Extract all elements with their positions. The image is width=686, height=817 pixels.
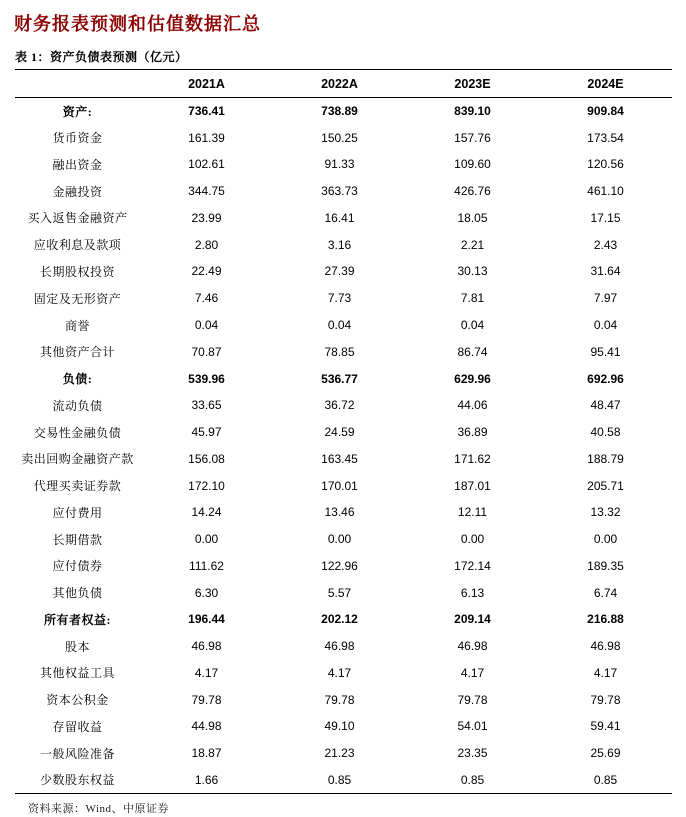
cell-value: 157.76 [454,130,491,145]
cell-value: 21.23 [324,746,355,761]
row-label: 固定及无形资产 [33,291,122,306]
row-label: 负债: [62,372,93,387]
cell-value: 363.73 [321,184,358,199]
cell-value: 188.79 [587,451,624,466]
cell-value: 30.13 [457,264,488,279]
page-title: 财务报表预测和估值数据汇总 [14,14,261,34]
cell-value: 59.41 [590,719,621,734]
cell-value: 156.08 [188,451,225,466]
cell-value: 33.65 [191,398,222,413]
table-row [15,499,672,526]
row-label: 长期借款 [52,532,103,547]
row-label: 存留收益 [52,719,103,734]
cell-value: 738.89 [321,104,358,119]
cell-value: 13.32 [590,505,621,520]
table-row [15,445,672,472]
table-row [15,205,672,232]
row-label-header [15,70,140,98]
cell-value: 163.45 [321,451,358,466]
cell-value: 86.74 [457,344,488,359]
cell-value: 18.05 [457,210,488,225]
table-caption: 表 1：资产负债表预测（亿元） [15,50,188,64]
cell-value: 95.41 [590,344,621,359]
cell-value: 46.98 [457,639,488,654]
cell-value: 0.85 [460,772,485,787]
cell-value: 0.00 [460,532,485,547]
cell-value: 2.80 [194,237,219,252]
cell-value: 161.39 [188,130,225,145]
table-row [15,124,672,151]
row-label: 卖出回购金融资产款 [21,452,134,467]
row-label: 资产: [62,104,93,119]
cell-value: 1.66 [194,772,219,787]
source-note: 资料来源：Wind、中原证券 [28,802,169,815]
cell-value: 6.30 [194,585,219,600]
cell-value: 14.24 [191,505,222,520]
cell-value: 209.14 [454,612,491,627]
table-row [15,767,672,794]
row-label: 其他负债 [52,586,103,601]
row-label: 金融投资 [52,184,103,199]
cell-value: 44.06 [457,398,488,413]
cell-value: 692.96 [587,371,624,386]
cell-value: 79.78 [457,692,488,707]
cell-value: 70.87 [191,344,222,359]
table-row [15,231,672,258]
cell-value: 189.35 [587,558,624,573]
cell-value: 23.99 [191,210,222,225]
table-row [15,151,672,178]
table-row [15,258,672,285]
table-row [15,472,672,499]
table-row [15,660,672,687]
cell-value: 7.81 [460,291,485,306]
cell-value: 36.89 [457,425,488,440]
cell-value: 426.76 [454,184,491,199]
row-label: 资本公积金 [46,693,109,708]
cell-value: 173.54 [587,130,624,145]
cell-value: 536.77 [321,371,358,386]
row-label: 买入返售金融资产 [27,211,128,226]
table-row [15,606,672,633]
cell-value: 4.17 [593,665,618,680]
row-label: 代理买卖证券款 [33,479,122,494]
row-label: 应付债券 [52,559,103,574]
cell-value: 344.75 [188,184,225,199]
cell-value: 109.60 [454,157,491,172]
cell-value: 3.16 [327,237,352,252]
cell-value: 0.85 [593,772,618,787]
cell-value: 461.10 [587,184,624,199]
row-label: 融出资金 [52,157,103,172]
cell-value: 49.10 [324,719,355,734]
cell-value: 17.15 [590,210,621,225]
row-label: 流动负债 [52,398,103,413]
cell-value: 46.98 [324,639,355,654]
table-row [15,98,672,125]
cell-value: 4.17 [460,665,485,680]
cell-value: 0.04 [194,318,219,332]
cell-value: 91.33 [324,157,355,172]
cell-value: 7.46 [194,291,219,306]
cell-value: 839.10 [454,104,491,119]
table-header-row [15,70,672,98]
cell-value: 196.44 [188,612,225,627]
row-label: 股本 [64,639,90,654]
year-column-header: 2022A [321,76,358,91]
cell-value: 4.17 [327,665,352,680]
cell-value: 539.96 [188,371,225,386]
cell-value: 205.71 [587,478,624,493]
cell-value: 16.41 [324,210,355,225]
cell-value: 172.14 [454,558,491,573]
table-row [15,178,672,205]
cell-value: 0.04 [460,318,485,332]
cell-value: 111.62 [189,558,224,573]
table-row [15,740,672,767]
table-row [15,686,672,713]
cell-value: 2.43 [593,237,618,252]
cell-value: 0.04 [593,318,618,332]
cell-value: 736.41 [188,104,225,119]
cell-value: 45.97 [191,425,222,440]
row-label: 应付费用 [52,505,103,520]
cell-value: 31.64 [590,264,621,279]
row-label: 一般风险准备 [39,746,115,761]
table-row [15,713,672,740]
cell-value: 7.73 [327,291,352,306]
cell-value: 25.69 [590,746,621,761]
cell-value: 79.78 [590,692,621,707]
row-label: 货币资金 [52,131,103,146]
cell-value: 36.72 [324,398,355,413]
row-label: 其他权益工具 [39,666,115,681]
cell-value: 0.04 [327,318,352,332]
table-row [15,365,672,392]
cell-value: 27.39 [324,264,355,279]
cell-value: 22.49 [191,264,222,279]
cell-value: 23.35 [457,746,488,761]
table-row [15,526,672,553]
cell-value: 202.12 [321,612,358,627]
cell-value: 78.85 [324,344,355,359]
cell-value: 0.85 [327,772,352,787]
cell-value: 150.25 [321,130,358,145]
cell-value: 102.61 [188,157,225,172]
cell-value: 187.01 [454,478,491,493]
cell-value: 4.17 [194,665,219,680]
cell-value: 13.46 [324,505,355,520]
table-row [15,553,672,580]
row-label: 所有者权益: [44,612,111,627]
table-row [15,312,672,339]
cell-value: 170.01 [321,478,358,493]
cell-value: 909.84 [587,104,624,119]
row-label: 长期股权投资 [39,264,115,279]
cell-value: 629.96 [454,371,491,386]
cell-value: 2.21 [460,237,485,252]
row-label: 交易性金融负债 [33,425,122,440]
cell-value: 0.00 [194,532,219,547]
cell-value: 48.47 [590,398,621,413]
year-column-header: 2024E [587,76,624,91]
cell-value: 40.58 [590,425,621,440]
cell-value: 120.56 [587,157,624,172]
cell-value: 18.87 [191,746,222,761]
row-label: 商誉 [64,318,90,333]
cell-value: 79.78 [191,692,222,707]
table-row [15,285,672,312]
table-row [15,419,672,446]
cell-value: 6.13 [460,585,485,600]
cell-value: 122.96 [321,558,358,573]
table-row [15,579,672,606]
cell-value: 54.01 [457,719,488,734]
cell-value: 7.97 [593,291,618,306]
cell-value: 0.00 [327,532,352,547]
cell-value: 171.62 [454,451,491,466]
row-label: 少数股东权益 [39,773,115,788]
table-row [15,633,672,660]
cell-value: 46.98 [590,639,621,654]
cell-value: 172.10 [188,478,225,493]
cell-value: 0.00 [593,532,618,547]
balance-sheet-table [15,69,672,794]
row-label: 应收利息及款项 [33,238,122,253]
cell-value: 46.98 [191,639,222,654]
cell-value: 216.88 [587,612,624,627]
table-row [15,338,672,365]
cell-value: 79.78 [324,692,355,707]
cell-value: 6.74 [593,585,618,600]
table-row [15,392,672,419]
year-column-header: 2023E [454,76,491,91]
cell-value: 24.59 [324,425,355,440]
cell-value: 5.57 [327,585,352,600]
row-label: 其他资产合计 [39,345,115,360]
cell-value: 44.98 [191,719,222,734]
cell-value: 12.11 [457,505,488,520]
year-column-header: 2021A [188,76,225,91]
